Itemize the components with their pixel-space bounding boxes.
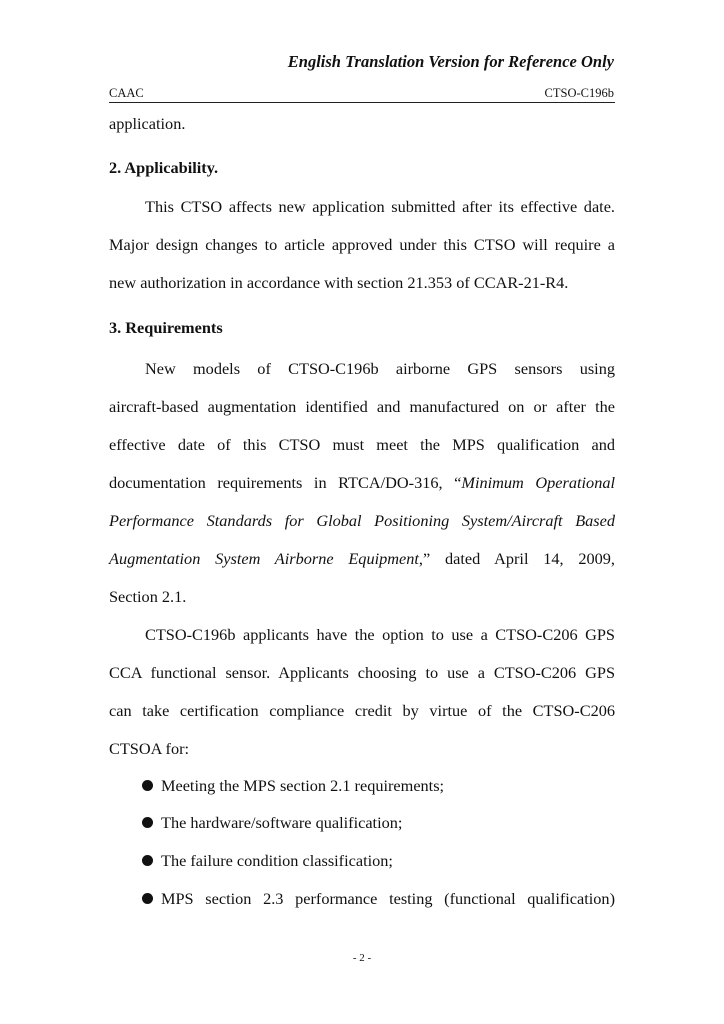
header-doc-id: CTSO-C196b [544, 86, 614, 100]
header-rule [109, 102, 615, 103]
requirements-p1-line-7: Section 2.1. [109, 587, 187, 606]
section-heading-requirements: 3. Requirements [109, 318, 223, 337]
requirements-p1-line-2: aircraft-based augmentation identified and manufactured on or after the [109, 397, 615, 416]
requirements-p1-line-3: effective date of this CTSO must meet the MPS qualification and [109, 435, 615, 454]
requirements-p2-line-4: CTSOA for: [109, 739, 190, 758]
requirements-p2-line-3: can take certification compliance credit by virtue of the CTSO-C206 [109, 701, 615, 720]
translation-banner: English Translation Version for Reference Only [287, 52, 614, 71]
line6-text: ,” dated April 14, 2009, [418, 549, 615, 568]
bullet-item-3: The failure condition classification; [161, 851, 393, 870]
applicability-line-2: Major design changes to article approved under this CTSO will require a [109, 235, 615, 254]
line4-text: documentation requirements in RTCA/DO-316, “ [109, 473, 462, 492]
mops-title-part-1: Minimum Operational [461, 473, 615, 492]
bullet-icon [142, 855, 153, 866]
requirements-p1-line-6 [109, 549, 615, 569]
bullet-icon [142, 780, 153, 791]
requirements-p2-line-1: CTSO-C196b applicants have the option to use a CTSO-C206 GPS [145, 625, 615, 644]
applicability-line-1: This CTSO affects new application submitted after its effective date. [145, 197, 615, 216]
requirements-p1-line-4 [109, 473, 615, 493]
bullet-icon [142, 817, 153, 828]
page-number: - 2 - [352, 952, 372, 964]
requirements-p1-line-1: New models of CTSO-C196b airborne GPS sensors using [145, 359, 615, 378]
bullet-item-2: The hardware/software qualification; [161, 813, 403, 832]
requirements-p2-line-2: CCA functional sensor. Applicants choosing to use a CTSO-C206 GPS [109, 663, 615, 682]
mops-title-part-3: Augmentation System Airborne Equipment [109, 549, 419, 568]
section-heading-applicability: 2. Applicability. [109, 158, 219, 177]
bullet-item-1: Meeting the MPS section 2.1 requirements; [161, 776, 445, 795]
bullet-item-4: MPS section 2.3 performance testing (functional qualification) [161, 889, 615, 908]
applicability-line-3: new authorization in accordance with section 21.353 of CCAR-21-R4. [109, 273, 569, 292]
header-org: CAAC [109, 86, 144, 100]
continued-text: application. [109, 114, 186, 133]
mops-title-part-2: Performance Standards for Global Positioning System/Aircraft Based [109, 511, 615, 530]
bullet-icon [142, 893, 153, 904]
